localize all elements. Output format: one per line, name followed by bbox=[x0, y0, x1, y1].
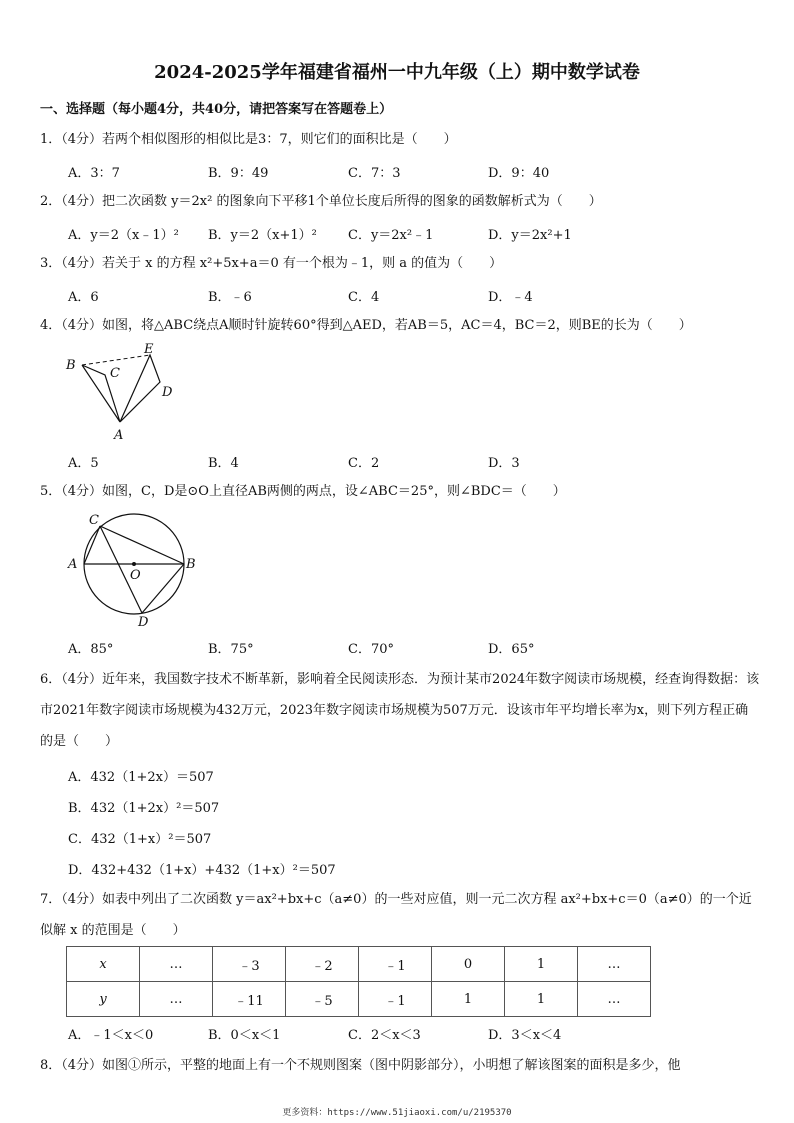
circle-diameter-figure bbox=[62, 508, 202, 628]
label-a: A bbox=[68, 557, 78, 572]
option-b[interactable]: B．9：49 bbox=[208, 166, 269, 181]
question-1: 1．（4分）若两个相似图形的相似比是3：7，则它们的面积比是（ ） bbox=[40, 132, 457, 147]
question-1-options bbox=[68, 162, 758, 182]
question-2-options bbox=[68, 224, 758, 244]
label-c: C bbox=[89, 513, 99, 528]
option-d[interactable]: D．9：40 bbox=[488, 166, 550, 181]
question-7: 7．（4分）如表中列出了二次函数 y＝ax²+bx+c（a≠0）的一些对应值，则一元二次方程 ax²+bx+c＝0（a≠0）的一个近似解 x 的范围是（ ） bbox=[40, 892, 752, 938]
footer-link[interactable]: 更多资料：https://www.51jiaoxi.com/u/2195370 bbox=[282, 1108, 512, 1118]
label-o: O bbox=[130, 568, 141, 583]
option-b[interactable]: B．y＝2（x+1）² bbox=[208, 228, 317, 243]
section-heading: 一、选择题（每小题4分，共40分，请把答案写在答题卷上） bbox=[40, 102, 393, 117]
table-cell: x bbox=[67, 947, 140, 982]
option-a[interactable]: A．﹣1＜x＜0 bbox=[68, 1028, 154, 1043]
question-4: 4．（4分）如图，将△ABC绕点A顺时针旋转60°得到△AED，若AB＝5，AC＝4，BC＝2，则BE的长为（ ） bbox=[40, 318, 692, 333]
page-title: 2024-2025学年福建省福州一中九年级（上）期中数学试卷 bbox=[154, 62, 640, 83]
option-a[interactable]: A．5 bbox=[68, 456, 99, 471]
table-cell: ﹣1 bbox=[359, 982, 432, 1017]
option-d[interactable]: D．﹣4 bbox=[488, 290, 533, 305]
option-a[interactable]: A．85° bbox=[68, 642, 114, 657]
option-d[interactable]: D．3＜x＜4 bbox=[488, 1028, 562, 1043]
option-d[interactable]: D．65° bbox=[488, 642, 535, 657]
option-c[interactable]: C．2 bbox=[348, 456, 380, 471]
option-a[interactable]: A．6 bbox=[68, 290, 99, 305]
label-e: E bbox=[144, 342, 154, 357]
option-b[interactable]: B．432（1+2x）²＝507 bbox=[68, 801, 220, 816]
table-cell: ﹣1 bbox=[359, 947, 432, 982]
question-5-options bbox=[68, 638, 758, 658]
option-d[interactable]: D．3 bbox=[488, 456, 520, 471]
option-b[interactable]: B．0＜x＜1 bbox=[208, 1028, 281, 1043]
question-7-options bbox=[68, 1024, 758, 1044]
option-c[interactable]: C．4 bbox=[348, 290, 380, 305]
label-b: B bbox=[186, 557, 196, 572]
table-cell: ﹣11 bbox=[213, 982, 286, 1017]
table-cell: … bbox=[140, 947, 213, 982]
option-c[interactable]: C．70° bbox=[348, 642, 394, 657]
table-cell: 0 bbox=[432, 947, 505, 982]
option-c[interactable]: C．2＜x＜3 bbox=[348, 1028, 421, 1043]
question-3: 3．（4分）若关于 x 的方程 x²+5x+a＝0 有一个根为﹣1，则 a 的值为（ ） bbox=[40, 256, 503, 271]
label-a: A bbox=[114, 428, 124, 443]
option-d[interactable]: D．y＝2x²+1 bbox=[488, 228, 572, 243]
option-a[interactable]: A．432（1+2x）＝507 bbox=[68, 770, 214, 785]
value-table bbox=[66, 946, 651, 1017]
table-cell: … bbox=[578, 947, 651, 982]
table-cell: 1 bbox=[505, 947, 578, 982]
option-c[interactable]: C．7：3 bbox=[348, 166, 401, 181]
option-c[interactable]: C．y＝2x²﹣1 bbox=[348, 228, 434, 243]
table-cell: 1 bbox=[505, 982, 578, 1017]
question-4-options bbox=[68, 452, 758, 472]
option-b[interactable]: B．4 bbox=[208, 456, 239, 471]
label-c: C bbox=[110, 366, 120, 381]
option-a[interactable]: A．y＝2（x﹣1）² bbox=[68, 228, 179, 243]
option-b[interactable]: B．﹣6 bbox=[208, 290, 252, 305]
option-d[interactable]: D．432+432（1+x）+432（1+x）²＝507 bbox=[68, 863, 336, 878]
table-cell: ﹣3 bbox=[213, 947, 286, 982]
rotation-triangle-figure bbox=[60, 340, 190, 445]
table-cell: ﹣5 bbox=[286, 982, 359, 1017]
table-cell: y bbox=[67, 982, 140, 1017]
option-a[interactable]: A．3：7 bbox=[68, 166, 120, 181]
table-cell: ﹣2 bbox=[286, 947, 359, 982]
question-6: 6．（4分）近年来，我国数字技术不断革新，影响着全民阅读形态．为预计某市2024年数字阅读市场规模，经查询得数据：该市2021年数字阅读市场规模为432万元，2023年数字阅读市场规模为507万元．设该市年平均增长率为x，则下列方程正确的是（ ） bbox=[40, 672, 760, 749]
table-row bbox=[67, 982, 651, 1017]
option-b[interactable]: B．75° bbox=[208, 642, 254, 657]
question-8: 8．（4分）如图①所示，平整的地面上有一个不规则图案（图中阴影部分），小明想了解该图案的面积是多少，他 bbox=[40, 1058, 681, 1073]
label-d: D bbox=[162, 385, 173, 400]
table-cell: 1 bbox=[432, 982, 505, 1017]
table-cell: … bbox=[578, 982, 651, 1017]
label-b: B bbox=[66, 358, 76, 373]
table-row bbox=[67, 947, 651, 982]
question-2: 2．（4分）把二次函数 y＝2x² 的图象向下平移1个单位长度后所得的图象的函数解析式为（ ） bbox=[40, 194, 602, 209]
table-cell: … bbox=[140, 982, 213, 1017]
option-c[interactable]: C．432（1+x）²＝507 bbox=[68, 832, 212, 847]
question-5: 5．（4分）如图，C，D是⊙O上直径AB两侧的两点，设∠ABC＝25°，则∠BDC＝（ ） bbox=[40, 484, 566, 499]
label-d: D bbox=[138, 615, 149, 628]
question-3-options bbox=[68, 286, 758, 306]
